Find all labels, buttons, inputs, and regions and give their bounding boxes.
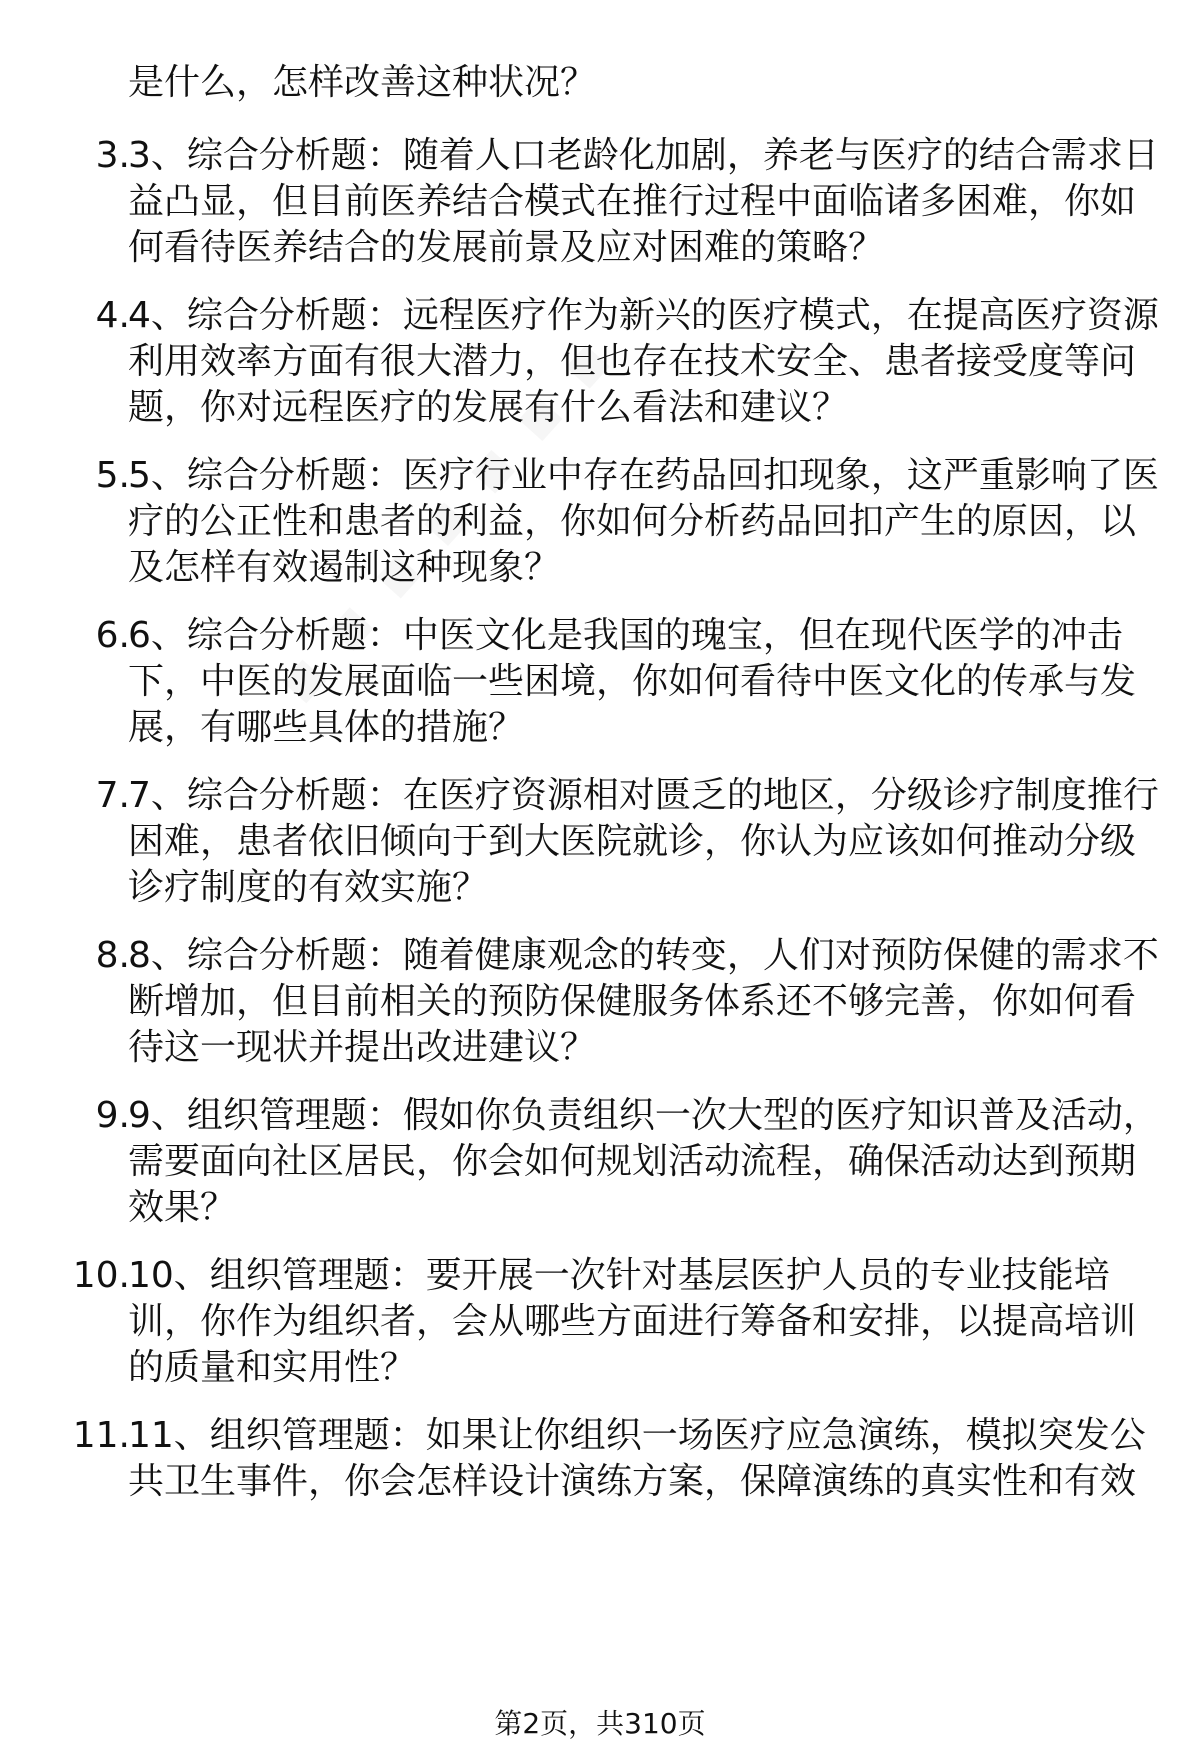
- continuation-text: 是什么，怎样改善这种状况？: [128, 62, 597, 103]
- item-text: 4、综合分析题：远程医疗作为新兴的医疗模式，在提高医疗资源利用效率方面有很大潜力，但也存在技术安全、患者接受度等问题，你对远程医疗的发展有什么看法和建议？: [128, 295, 1159, 428]
- item-text: 8、综合分析题：随着健康观念的转变，人们对预防保健的需求不断增加，但目前相关的预防保健服务体系还不够完善，你如何看待这一现状并提出改进建议？: [128, 935, 1159, 1068]
- page-footer: 第2页，共310页: [494, 1707, 706, 1740]
- item-text: 10、组织管理题：要开展一次针对基层医护人员的专业技能培训，你作为组织者，会从哪些方面进行筹备和安排，以提高培训的质量和实用性？: [128, 1255, 1137, 1388]
- item-number: 4.: [95, 295, 130, 336]
- item-number: 7.: [95, 775, 130, 816]
- item-number: 3.: [95, 135, 130, 176]
- item-number: 9.: [95, 1095, 130, 1136]
- item-text: 5、综合分析题：医疗行业中存在药品回扣现象，这严重影响了医疗的公正性和患者的利益，你如何分析药品回扣产生的原因，以及怎样有效遏制这种现象？: [128, 455, 1159, 588]
- item-text: 11、组织管理题：如果让你组织一场医疗应急演练，模拟突发公共卫生事件，你会怎样设计演练方案，保障演练的真实性和有效: [128, 1415, 1146, 1502]
- item-text: 6、综合分析题：中医文化是我国的瑰宝，但在现代医学的冲击下，中医的发展面临一些困境，你如何看待中医文化的传承与发展，有哪些具体的措施？: [128, 615, 1137, 748]
- item-number: 10.: [72, 1255, 130, 1296]
- item-text: 3、综合分析题：随着人口老龄化加剧，养老与医疗的结合需求日益凸显，但目前医养结合模式在推行过程中面临诸多困难，你如何看待医养结合的发展前景及应对困难的策略？: [128, 135, 1159, 268]
- item-number: 8.: [95, 935, 130, 976]
- item-number: 5.: [95, 455, 130, 496]
- item-number: 11.: [72, 1415, 130, 1456]
- item-number: 6.: [95, 615, 130, 656]
- item-text: 9、组织管理题：假如你负责组织一次大型的医疗知识普及活动，需要面向社区居民，你会如何规划活动流程，确保活动达到预期效果？: [128, 1095, 1159, 1228]
- item-text: 7、综合分析题：在医疗资源相对匮乏的地区，分级诊疗制度推行困难，患者依旧倾向于到大医院就诊，你认为应该如何推动分级诊疗制度的有效实施？: [128, 775, 1159, 908]
